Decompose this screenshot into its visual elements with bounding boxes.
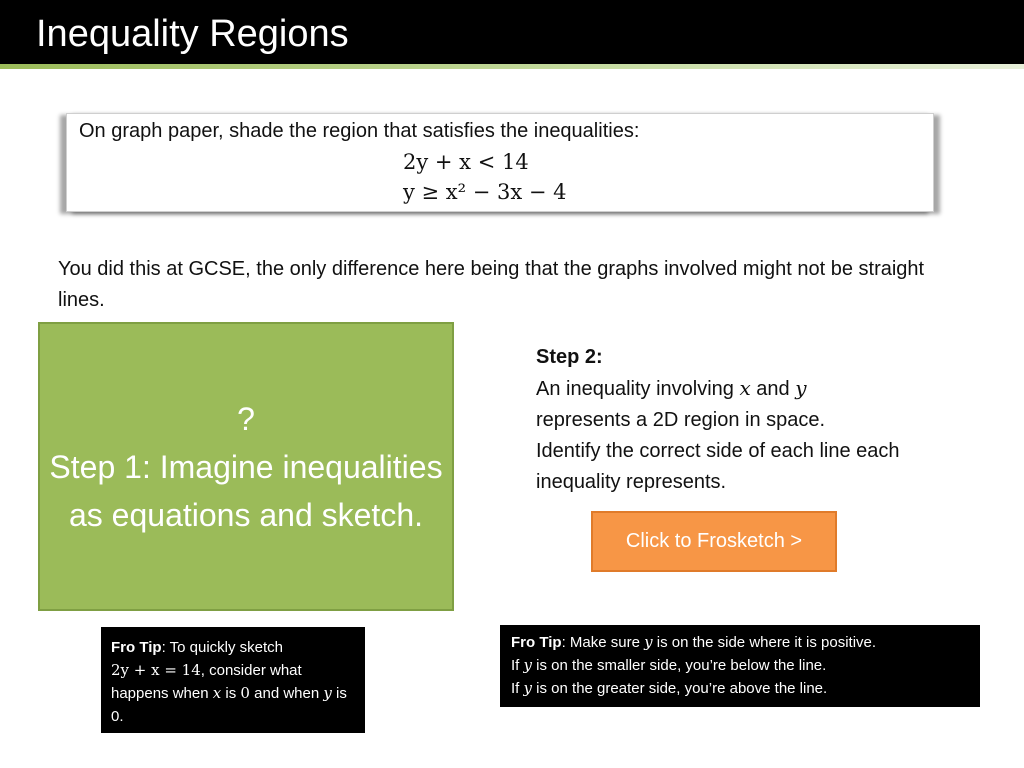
step1-reveal-box[interactable] xyxy=(38,322,454,611)
tip-text-c: is xyxy=(225,685,237,702)
inequality-1: 2y + x < 14 xyxy=(403,150,529,174)
tip-line2-pre: If xyxy=(511,657,520,674)
var-y: y xyxy=(795,376,807,400)
tip-line1-post: is on the side where it is positive. xyxy=(656,634,877,651)
tip-var-x: x xyxy=(212,684,222,702)
fro-tip-sketch xyxy=(101,627,365,733)
step2-line1-mid: and xyxy=(750,378,796,400)
step2-line2: represents a 2D region in space. xyxy=(536,409,826,431)
step2-text-block xyxy=(536,342,916,498)
tip-line3-pre: If xyxy=(511,680,520,697)
page-title: Inequality Regions xyxy=(36,13,349,55)
tip-var-y: y xyxy=(523,679,532,697)
inequality-2: y ≥ x² − 3x − 4 xyxy=(403,180,567,204)
step1-text: Step 1: Imagine inequalities as equations and sketch. xyxy=(49,448,443,533)
reveal-mark: ? xyxy=(237,400,255,437)
question-box xyxy=(66,113,934,212)
step2-line3: Identify the correct side of each line each inequality represents. xyxy=(536,440,900,493)
tip-var-y: y xyxy=(644,633,653,651)
tip-equation: 2y + x = 14 xyxy=(111,661,201,679)
step2-heading: Step 2: xyxy=(536,346,603,368)
var-x: x xyxy=(739,376,751,400)
frosketch-button[interactable]: Click to Frosketch > xyxy=(591,511,837,572)
tip-line1-pre: : Make sure xyxy=(561,634,640,651)
tip-var-y: y xyxy=(323,684,332,702)
intro-text: You did this at GCSE, the only difference here being that the graphs involved might not be straight lines. xyxy=(58,258,925,311)
question-text: On graph paper, shade the region that satisfies the inequalities: xyxy=(79,120,640,142)
tip-text-d: and when xyxy=(254,685,320,702)
tip-line3-post: is on the greater side, you’re above the line. xyxy=(536,680,828,697)
title-accent-line xyxy=(0,64,1024,69)
tip-var-y: y xyxy=(523,656,532,674)
tip-zero: 0 xyxy=(240,684,250,702)
step2-line1-pre: An inequality involving xyxy=(536,378,740,400)
tip-text-a: : To quickly sketch xyxy=(161,639,284,656)
tip-text-e: is 0. xyxy=(111,685,347,725)
tip-line2-post: is on the smaller side, you’re below the line. xyxy=(536,657,827,674)
tip-label: Fro Tip xyxy=(511,634,562,651)
fro-tip-side xyxy=(500,625,980,707)
tip-text-b: , consider what happens when xyxy=(111,662,302,702)
tip-label: Fro Tip xyxy=(111,639,162,656)
